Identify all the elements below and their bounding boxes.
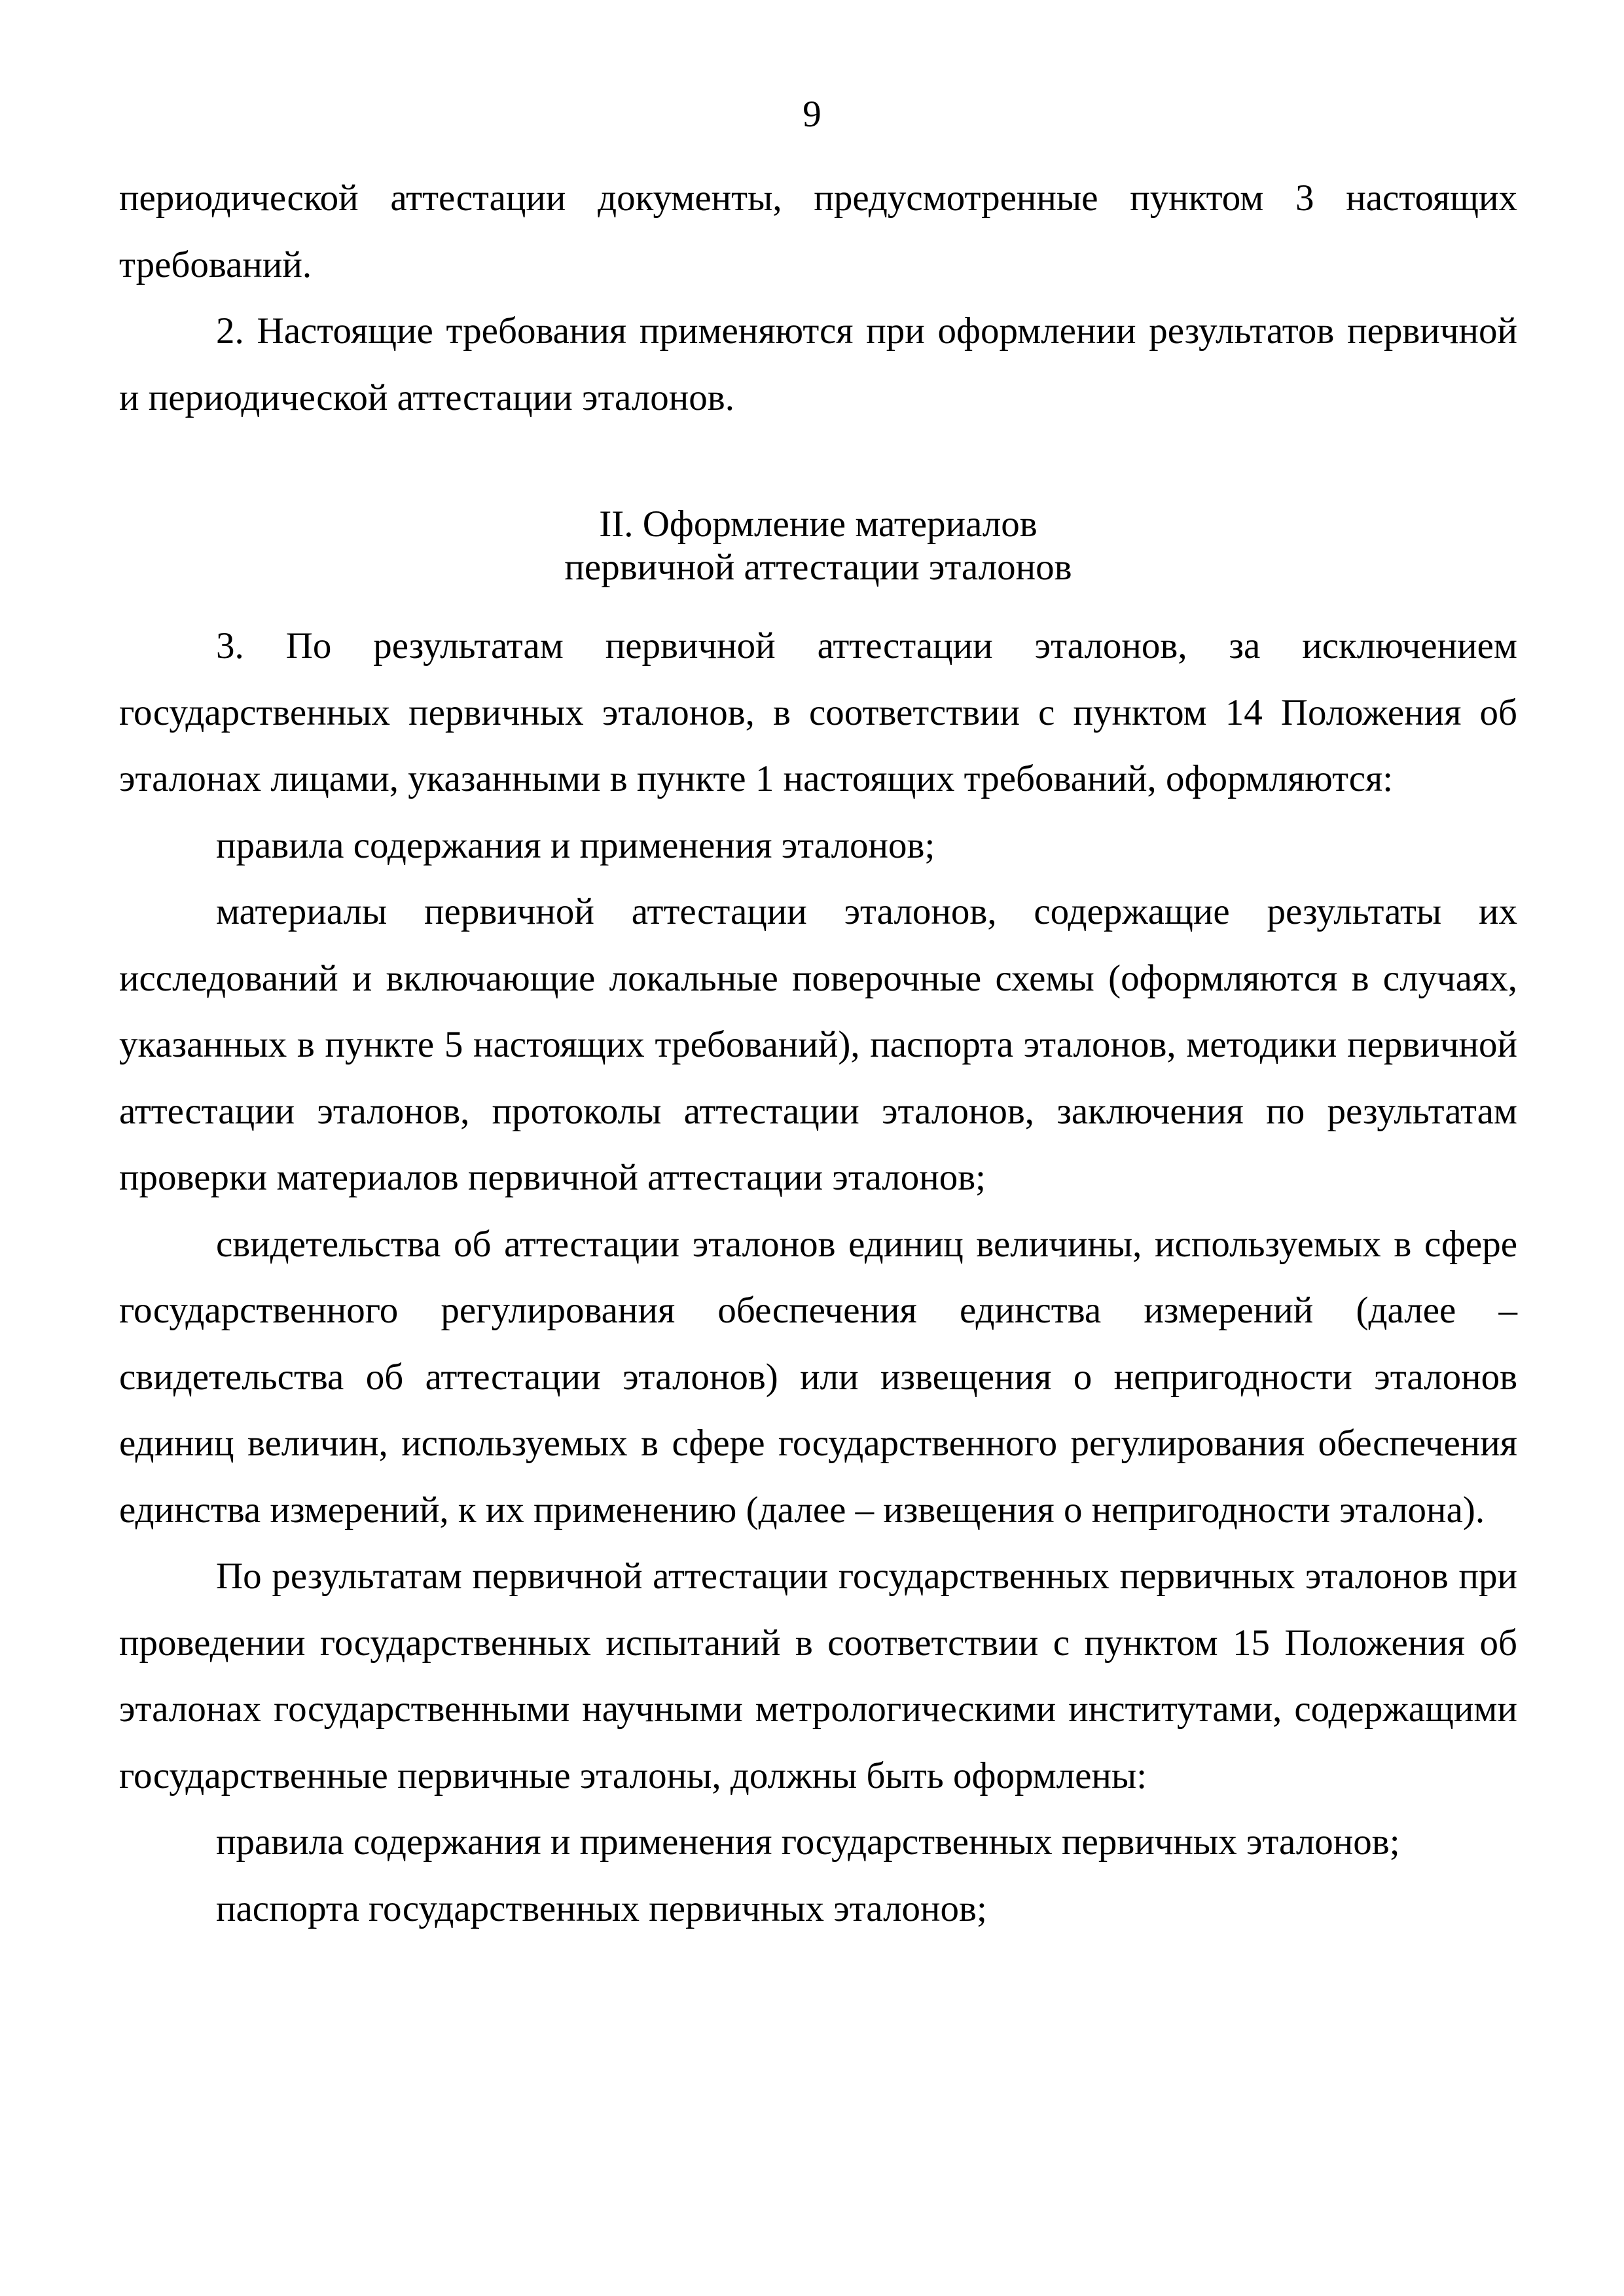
section-heading-line-2: первичной аттестации эталонов [564,547,1072,588]
list-item: правила содержания и применения эталонов; [216,824,935,866]
page-number: 9 [803,94,821,135]
paragraph-3: 3. По результатам первичной аттестации эталонов, за исключением государственных первичных эталонов, в соответствии с пунктом 14 Положения об эталонах лицами, указанными в пункте 1 настоящих требований, оформляются: [119,625,1517,799]
section-heading-line-1: II. Оформление материалов [599,503,1038,545]
paragraph-2: 2. Настоящие требования применяются при оформлении результатов первичной и периодической аттестации эталонов. [119,310,1517,418]
list-item: свидетельства об аттестации эталонов единиц величины, используемых в сфере государственного регулирования обеспечения единства измерений (далее – свидетельства об аттестации эталонов) или извещения о непригодности эталонов единиц величин, используемых в сфере государственного регулирования обеспечения единства измерений, к их применению (далее – извещения о непригодности эталона). [119,1223,1517,1531]
section-heading [119,503,1517,589]
list-item: правила содержания и применения государственных первичных эталонов; [216,1821,1400,1863]
spacer [119,589,1517,613]
paragraph-continued: периодической аттестации документы, предусмотренные пунктом 3 настоящих требований. [119,177,1517,285]
list-item: материалы первичной аттестации эталонов, содержащие результаты их исследований и включающие локальные поверочные схемы (оформляются в случаях, указанных в пункте 5 настоящих требований), паспорта эталонов, методики первичной аттестации эталонов, протоколы аттестации эталонов, заключения по результатам проверки материалов первичной аттестации эталонов; [119,891,1517,1198]
spacer [119,431,1517,503]
paragraph-state-standards: По результатам первичной аттестации государственных первичных эталонов при проведении государственных испытаний в соответствии с пунктом 15 Положения об эталонах государственными научными метрологическими институтами, содержащими государственные первичные эталоны, должны быть оформлены: [119,1556,1517,1796]
document-body [119,165,1517,1942]
list-item: паспорта государственных первичных эталонов; [216,1887,987,1929]
